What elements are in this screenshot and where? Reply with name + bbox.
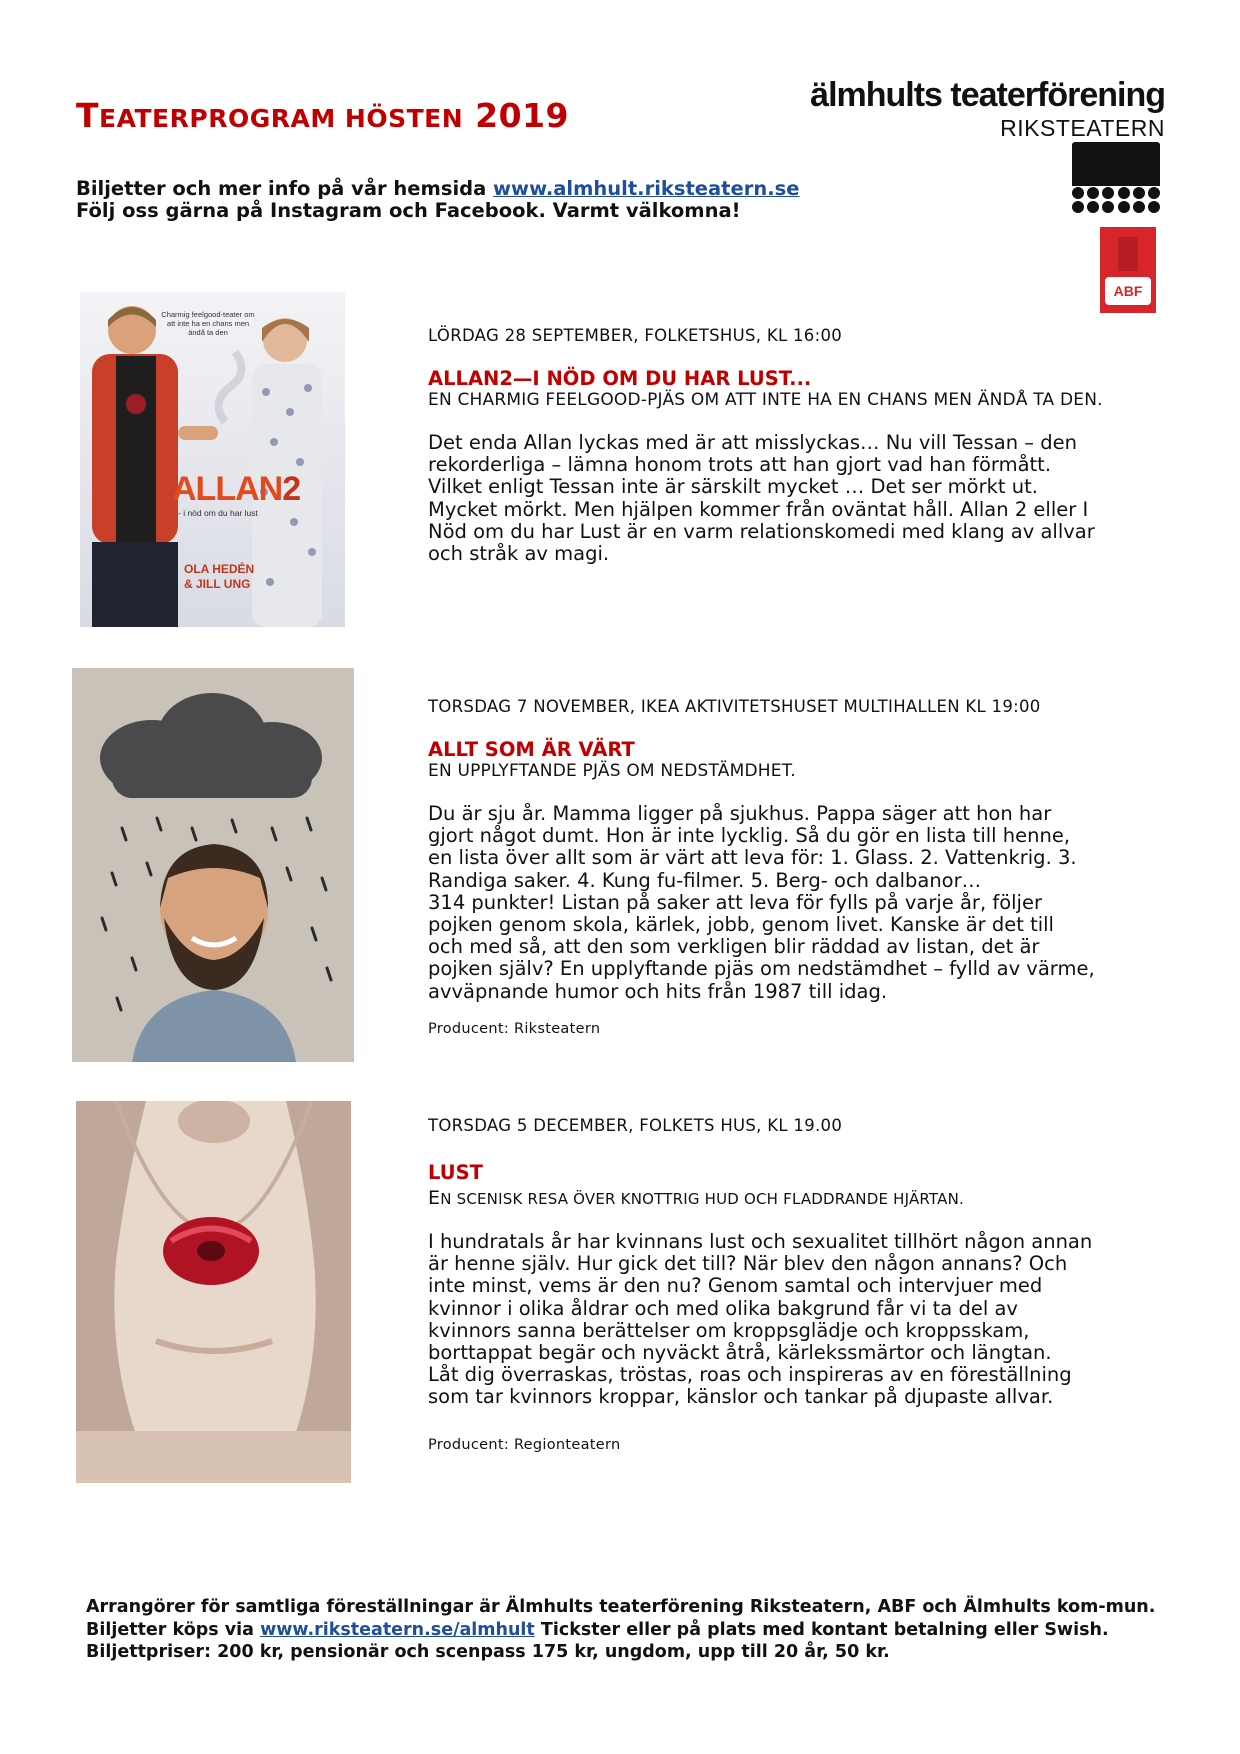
logo-subtitle: RIKSTEATERN <box>1000 115 1165 141</box>
poster-cast-2: & JILL UNG <box>184 577 251 591</box>
title-initial: T <box>76 96 100 135</box>
event-3 <box>428 1116 1168 1453</box>
intro-line-2: Följ oss gärna på Instagram och Facebook. Varmt välkomna! <box>76 199 741 222</box>
abf-logo-stripe <box>1118 237 1138 271</box>
event-date-location: TORSDAG 5 DECEMBER, FOLKETS HUS, KL 19.00 <box>428 1116 843 1135</box>
intro-line-1 <box>76 178 799 200</box>
footer-text-1: Arrangörer för samtliga föreställningar är Älmhults teaterförening Riksteatern, ABF och Älmhults kom-mun. Biljetter köps via <box>86 1597 1156 1640</box>
event-description: Du är sju år. Mamma ligger på sjukhus. Pappa säger att hon har gjort något dumt. Hon är inte lycklig. Så du gör en lista till henne, en lista över allt som är värt att leva för: 1. Glass. 2. Vattenkrig. 3. Randiga saker. 4. Kung fu-filmer. 5. Berg- och dalbanor… 314 punkter! Listan på saker att leva för fylls på varje år, följer pojken genom skola, kärlek, jobb, genom livet. Kanske är det till och med så, att den som verkligen blir räddad av listan, det är pojken själv? En upplyftande pjäs om nedstämdhet – fylld av värme, avväpnande humor och hits från 1987 till idag. <box>428 802 1095 1003</box>
poster-tagline: Charmig feelgood-teater om att inte ha en chans men ändå ta den <box>161 310 255 337</box>
event-1 <box>428 326 1168 565</box>
poster-allt-som-ar-vart <box>72 668 354 1062</box>
poster-lust <box>76 1101 351 1483</box>
poster-show-number: 2 <box>282 470 301 508</box>
event-subtitle-text: N SCENISK RESA ÖVER KNOTTRIG HUD OCH FLADDRANDE HJÄRTAN. <box>440 1190 964 1208</box>
logo-name: älmhults teaterförening <box>810 76 1165 114</box>
event-date-location: LÖRDAG 28 SEPTEMBER, FOLKETSHUS, KL 16:00 <box>428 326 843 345</box>
poster-allan2 <box>80 292 345 627</box>
event-2 <box>428 697 1168 1037</box>
riksteatern-ticket-link[interactable]: www.riksteatern.se/almhult <box>260 1619 535 1640</box>
page-title <box>76 96 569 135</box>
footer-info <box>86 1596 1176 1664</box>
abf-logo-label: ABF <box>1105 277 1151 305</box>
event-subtitle <box>428 1188 1168 1209</box>
intro-line-1-text: Biljetter och mer info på vår hemsida <box>76 177 487 200</box>
poster-show-title <box>172 470 300 509</box>
event-producer: Producent: Regionteatern <box>428 1436 621 1453</box>
riksteatern-logo-block <box>1072 142 1160 186</box>
abf-logo <box>1100 227 1156 313</box>
title-year: 2019 <box>475 96 570 135</box>
event-title: LUST <box>428 1161 483 1184</box>
event-description: Det enda Allan lyckas med är att misslyckas… Nu vill Tessan – den rekorderliga – lämna honom trots att han gjort vad han förmått. Vilket enligt Tessan inte är särskilt mycket … Det ser mörkt ut. Mycket mörkt. Men hjälpen kommer från oväntat håll. Allan 2 eller I Nöd om du har Lust är en varm relationskomedi med klang av allvar och stråk av magi. <box>428 431 1095 566</box>
poster-show-subtitle: - i nöd om du har lust <box>178 508 258 518</box>
website-link[interactable]: www.almhult.riksteatern.se <box>493 177 800 200</box>
event-title: ALLAN2—I NÖD OM DU HAR LUST... <box>428 367 812 390</box>
intro-text <box>76 178 799 222</box>
footer-text-2: Tickster eller på plats med kontant betalning eller Swish. Biljettpriser: 200 kr, pensionär och scenpass 175 kr, ungdom, upp till 20 år, 50 kr. <box>86 1619 1109 1662</box>
event-subtitle: EN UPPLYFTANDE PJÄS OM NEDSTÄMDHET. <box>428 761 796 781</box>
riksteatern-logo-dots <box>1072 187 1160 215</box>
poster-show-name: ALLAN <box>172 470 283 508</box>
event-subtitle: EN CHARMIG FEELGOOD-PJÄS OM ATT INTE HA EN CHANS MEN ÄNDÅ TA DEN. <box>428 390 1103 410</box>
title-text: EATERPROGRAM HÖSTEN <box>99 104 464 133</box>
event-date-location: TORSDAG 7 NOVEMBER, IKEA AKTIVITETSHUSET MULTIHALLEN KL 19:00 <box>428 697 1041 716</box>
event-subtitle-initial: E <box>428 1187 441 1209</box>
event-producer: Producent: Riksteatern <box>428 1020 601 1037</box>
event-description: I hundratals år har kvinnans lust och sexualitet tillhört någon annan är henne själv. Hur gick det till? När blev den någon annans? Och inte minst, vems är den nu? Genom samtal och intervjuer med kvinnor i olika åldrar och med olika bakgrund får vi ta del av kvinnors sanna berättelser om kroppsglädje och kroppsskam, borttappat begär och nyväckt åtrå, kärlekssmärtor och längtan. Låt dig överraskas, tröstas, roas och inspireras av en föreställning som tar kvinnors kroppar, känslor och tankar på djupaste allvar. <box>428 1230 1093 1409</box>
event-title: ALLT SOM ÄR VÄRT <box>428 738 635 761</box>
poster-cast-1: OLA HEDÉN <box>184 562 255 576</box>
